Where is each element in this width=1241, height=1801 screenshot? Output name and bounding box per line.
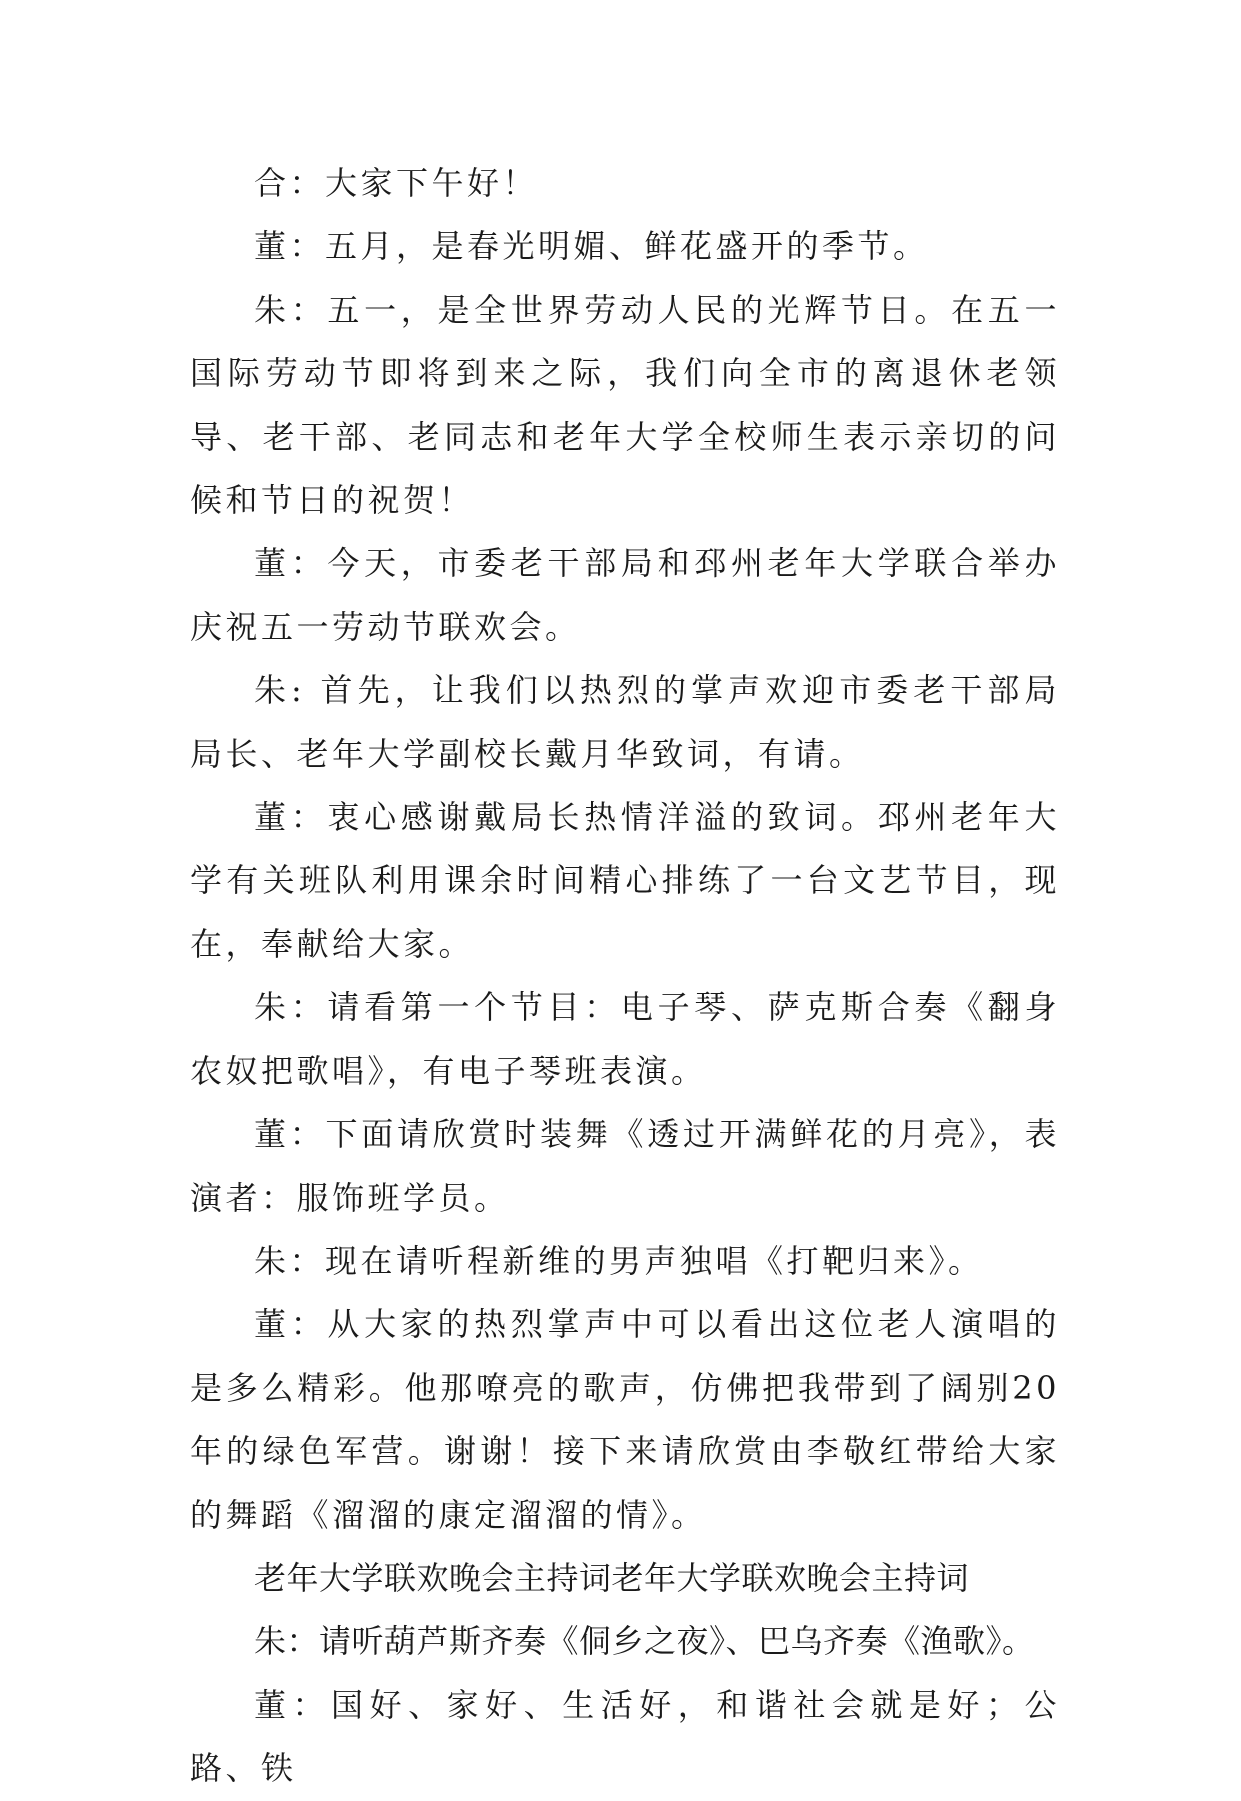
paragraph-1: 合：大家下午好！ — [254, 164, 539, 202]
paragraph-8: 董：下面请欣赏时装舞《透过开满鲜花的月亮》，表演者：服饰班学员。 — [190, 1115, 1060, 1217]
paragraph-2: 董：五月，是春光明媚、鲜花盛开的季节。 — [254, 227, 929, 266]
paragraph-12: 朱：请听葫芦斯齐奏《侗乡之夜》、巴乌齐奏《渔歌》。 — [254, 1622, 1035, 1661]
paragraph-6: 董：衷心感谢戴局长热情洋溢的致词。邳州老年大学有关班队利用课余时间精心排练了一台文艺节目，现在，奉献给大家。 — [190, 798, 1060, 963]
paragraph-5: 朱: 首先，让我们以热烈的掌声欢迎市委老干部局局长、老年大学副校长戴月华致词，有请。 — [190, 671, 1060, 773]
paragraph-9: 朱：现在请听程新维的男声独唱《打靶归来》。 — [254, 1241, 984, 1280]
paragraph-7: 朱：请看第一个节目：电子琴、萨克斯合奏《翻身农奴把歌唱》，有电子琴班表演。 — [190, 988, 1060, 1090]
paragraph-10: 董：从大家的热烈掌声中可以看出这位老人演唱的是多么精彩。他那嘹亮的歌声，仿佛把我带到了阔别20年的绿色军营。谢谢！接下来请欣赏由李敬红带给大家的舞蹈《溜溜的康定溜溜的情》。 — [190, 1305, 1060, 1534]
paragraph-3: 朱：五一，是全世界劳动人民的光辉节日。在五一国际劳动节即将到来之际，我们向全市的离退休老领导、老干部、老同志和老年大学全校师生表示亲切的问候和节日的祝贺！ — [190, 290, 1060, 520]
paragraph-13: 董：国好、家好、生活好，和谐社会就是好；公路、铁 — [190, 1685, 1060, 1788]
document-body — [190, 152, 1060, 1801]
paragraph-4: 董：今天，市委老干部局和邳州老年大学联合举办庆祝五一劳动节联欢会。 — [190, 544, 1060, 646]
paragraph-11: 老年大学联欢晚会主持词老年大学联欢晚会主持词 — [254, 1558, 970, 1597]
